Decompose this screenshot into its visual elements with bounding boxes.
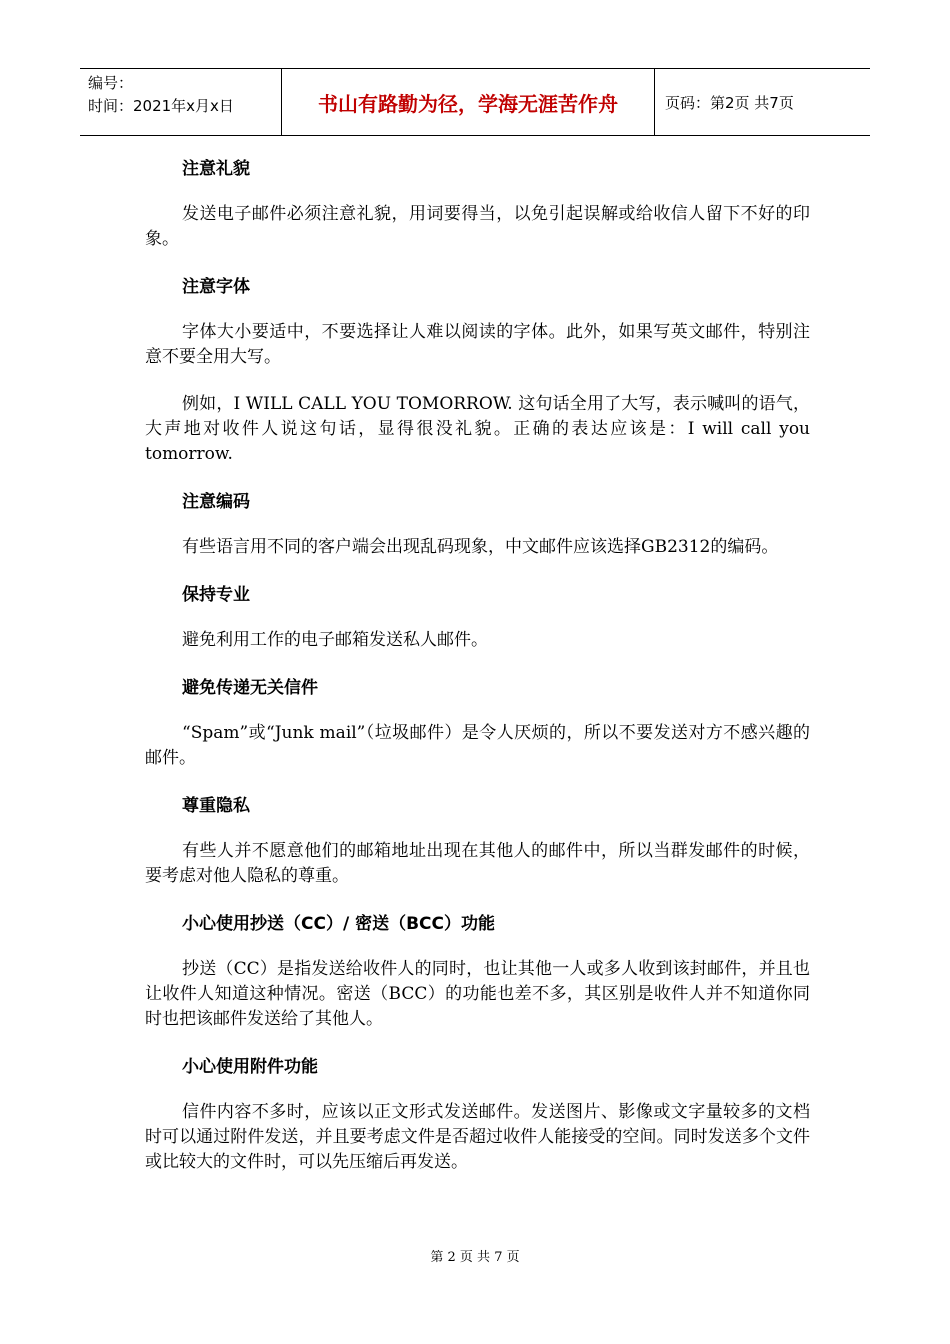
section-heading: 注意编码 — [182, 492, 250, 512]
section-heading: 注意礼貌 — [182, 159, 250, 179]
document-body — [145, 156, 810, 1197]
section-paragraph: 发送电子邮件必须注意礼貌，用词要得当，以免引起误解或给收信人留下不好的印象。 — [145, 204, 810, 249]
section-heading: 小心使用抄送（CC）/ 密送（BCC）功能 — [182, 914, 495, 934]
section-heading: 避免传递无关信件 — [182, 678, 318, 698]
section-paragraph: 有些语言用不同的客户端会出现乱码现象，中文邮件应该选择GB2312的编码。 — [182, 537, 779, 557]
section-paragraph: 抄送（CC）是指发送给收件人的同时，也让其他一人或多人收到该封邮件，并且也让收件人知道这种情况。密送（BCC）的功能也差不多，其区别是收件人并不知道你同时也把该邮件发送给了其他人。 — [145, 959, 810, 1029]
section-paragraph: 避免利用工作的电子邮箱发送私人邮件。 — [182, 630, 488, 650]
page-header — [80, 68, 870, 136]
section-heading: 尊重隐私 — [182, 796, 250, 816]
section-paragraph: 有些人并不愿意他们的邮箱地址出现在其他人的邮件中，所以当群发邮件的时候，要考虑对他人隐私的尊重。 — [145, 841, 810, 886]
time-label: 时间：2021年x月x日 — [88, 97, 234, 115]
section-heading: 小心使用附件功能 — [182, 1057, 318, 1077]
section-heading: 保持专业 — [182, 585, 250, 605]
section-heading: 注意字体 — [182, 277, 250, 297]
header-motto: 书山有路勤为径，学海无涯苦作舟 — [282, 69, 655, 135]
header-page-info: 页码：第2页 共7页 — [665, 93, 794, 112]
section-paragraph: 字体大小要适中，不要选择让人难以阅读的字体。此外，如果写英文邮件，特别注意不要全用大写。 — [145, 322, 810, 367]
section-paragraph: 例如，I WILL CALL YOU TOMORROW. 这句话全用了大写，表示喊叫的语气，大声地对收件人说这句话，显得很没礼貌。正确的表达应该是：I will call you tomorrow. — [145, 394, 810, 464]
section-paragraph: “Spam”或“Junk mail”（垃圾邮件）是令人厌烦的，所以不要发送对方不感兴趣的邮件。 — [145, 723, 810, 768]
section-paragraph: 信件内容不多时，应该以正文形式发送邮件。发送图片、影像或文字量较多的文档时可以通过附件发送，并且要考虑文件是否超过收件人能接受的空间。同时发送多个文件或比较大的文件时，可以先压缩后再发送。 — [145, 1102, 810, 1172]
number-label: 编号： — [88, 74, 134, 92]
header-meta — [80, 69, 282, 135]
page-footer: 第 2 页 共 7 页 — [430, 1250, 520, 1265]
